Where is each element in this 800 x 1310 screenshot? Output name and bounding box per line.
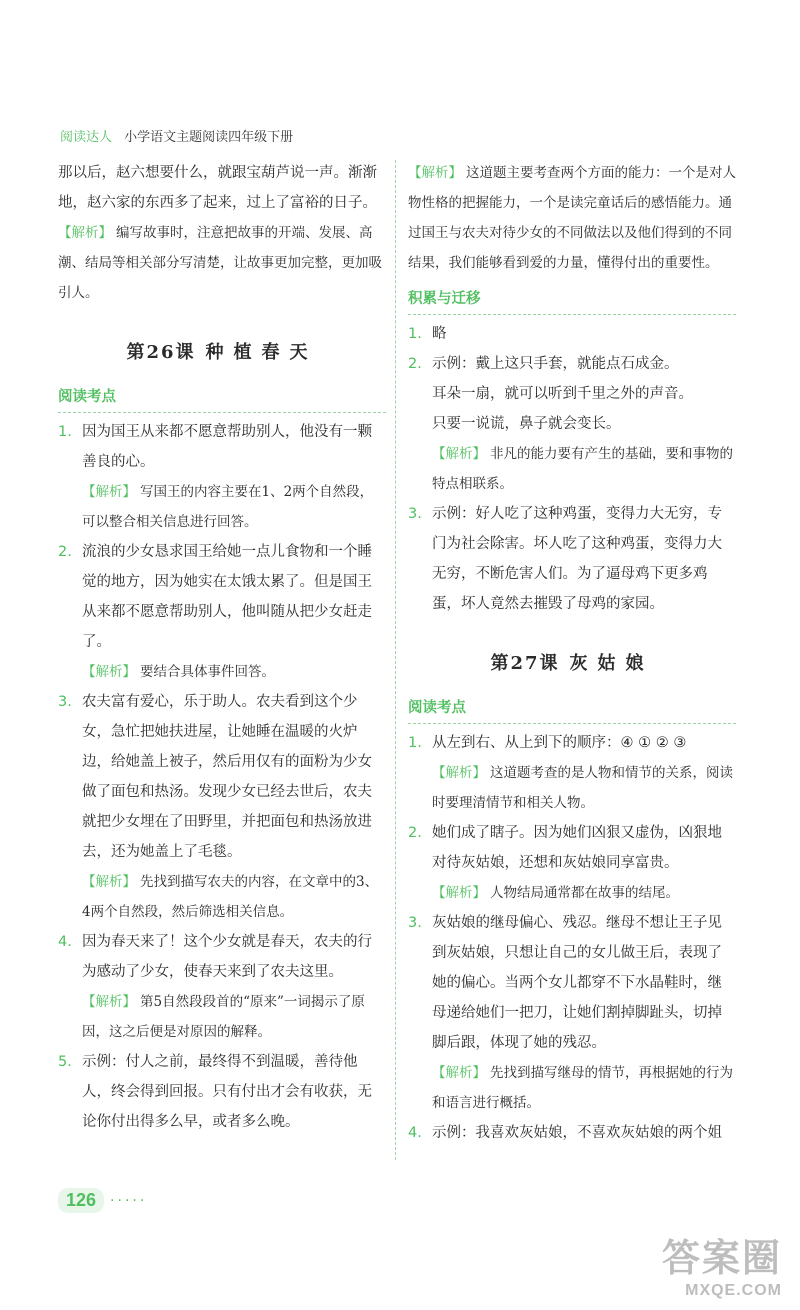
lesson-27-name: 灰姑娘 (569, 653, 654, 674)
analysis-tag: 【解析】 (408, 165, 462, 181)
item-text: 示例：戴上这只手套，就能点石成金。 (432, 356, 679, 372)
list-item (408, 728, 736, 758)
list-item (58, 687, 386, 867)
analysis-tag: 【解析】 (432, 446, 486, 462)
item-analysis (408, 439, 736, 499)
header-book-title: 小学语文主题阅读四年级下册 (124, 130, 294, 145)
header-brand: 阅读达人 (60, 130, 113, 145)
item-number: 1. (408, 735, 422, 751)
item-text: 农夫富有爱心，乐于助人。农夫看到这个少女，急忙把她扶进屋，让她睡在温暖的火炉边，给她盖上被子，然后用仅有的面粉为少女做了面包和热汤。发现少女已经去世后，农夫就把少女埋在了田野里，并把面包和热汤放进去，还为她盖上了毛毯。 (82, 694, 372, 860)
item-number: 3. (408, 915, 422, 931)
item-number: 5. (58, 1054, 72, 1070)
item-number: 3. (408, 506, 422, 522)
lesson-26-number: 第26课 (126, 342, 196, 363)
lesson-26-name: 种植春天 (205, 342, 318, 363)
list-item (58, 927, 386, 987)
page-footer (58, 1188, 147, 1213)
analysis-text: 这道题主要考查两个方面的能力：一个是对人物性格的把握能力，一个是读完童话后的感悟能力。通过国王与农夫对待少女的不同做法以及他们得到的不同结果，我们能够看到爱的力量，懂得付出的重要性。 (408, 165, 736, 271)
item-analysis (58, 987, 386, 1047)
list-item (58, 1047, 386, 1137)
item-text: 示例：好人吃了这种鸡蛋，变得力大无穷，专门为社会除害。坏人吃了这种鸡蛋，变得力大无穷，不断危害人们。为了逼母鸡下更多鸡蛋，坏人竟然去摧毁了母鸡的家园。 (432, 506, 722, 612)
intro-analysis (58, 218, 386, 308)
analysis-tag: 【解析】 (432, 765, 486, 781)
item-analysis (408, 758, 736, 818)
analysis-text: 先找到描写继母的情节，再根据她的行为和语言进行概括。 (432, 1065, 733, 1111)
item-analysis (408, 878, 736, 908)
item-text: 从左到右、从上到下的顺序：④ ① ② ③ (432, 735, 687, 751)
item-text: 她们成了瞎子。因为她们凶狠又虚伪，凶狠地对待灰姑娘，还想和灰姑娘同享富贵。 (432, 825, 722, 871)
list-item (408, 349, 736, 379)
item-text: 因为国王从来都不愿意帮助别人，他没有一颗善良的心。 (82, 424, 372, 470)
top-analysis (408, 158, 736, 278)
section-heading-reading: 阅读考点 (58, 384, 386, 413)
item-analysis (58, 867, 386, 927)
column-divider (395, 160, 396, 1160)
analysis-tag: 【解析】 (58, 225, 112, 241)
right-column (408, 158, 736, 1148)
page-number: 126 (58, 1188, 104, 1213)
intro-paragraph: 那以后，赵六想要什么，就跟宝葫芦说一声。渐渐地，赵六家的东西多了起来，过上了富裕的日子。 (58, 165, 377, 211)
lesson-26-title (58, 338, 386, 364)
list-item (408, 908, 736, 1058)
list-item (58, 417, 386, 477)
analysis-tag: 【解析】 (82, 484, 136, 500)
list-item (408, 499, 736, 619)
watermark-logo-text: 答案圈 (661, 1236, 782, 1280)
list-item (58, 537, 386, 657)
analysis-tag: 【解析】 (82, 994, 136, 1010)
item-text: 流浪的少女恳求国王给她一点儿食物和一个睡觉的地方，因为她实在太饿太累了。但是国王从来都不愿意帮助别人，他叫随从把少女赶走了。 (82, 544, 372, 650)
running-header (60, 126, 293, 145)
item-number: 3. (58, 694, 72, 710)
item-extra-line: 耳朵一扇，就可以听到千里之外的声音。 (432, 386, 693, 402)
item-number: 4. (58, 934, 72, 950)
item-text: 示例：我喜欢灰姑娘，不喜欢灰姑娘的两个姐 (432, 1125, 722, 1141)
analysis-text: 写国王的内容主要在1、2两个自然段，可以整合相关信息进行回答。 (82, 484, 374, 530)
item-text: 略 (432, 326, 447, 342)
section-heading-accumulation: 积累与迁移 (408, 286, 736, 315)
list-item (408, 1118, 736, 1148)
item-text: 因为春天来了！这个少女就是春天，农夫的行为感动了少女，使春天来到了农夫这里。 (82, 934, 372, 980)
item-number: 1. (58, 424, 72, 440)
analysis-text: 要结合具体事件回答。 (140, 664, 275, 680)
analysis-text: 人物结局通常都在故事的结尾。 (490, 885, 679, 901)
left-column (58, 158, 386, 1137)
list-item (408, 319, 736, 349)
item-analysis (408, 1058, 736, 1118)
item-number: 1. (408, 326, 422, 342)
item-analysis (58, 657, 386, 687)
item-number: 2. (58, 544, 72, 560)
lesson-27-number: 第27课 (490, 653, 560, 674)
analysis-text: 这道题考查的是人物和情节的关系，阅读时要理清情节和相关人物。 (432, 765, 733, 811)
watermark (662, 1227, 782, 1300)
analysis-text: 第5自然段段首的“原来”一词揭示了原因，这之后便是对原因的解释。 (82, 994, 365, 1040)
analysis-text: 编写故事时，注意把故事的开端、发展、高潮、结局等相关部分写清楚，让故事更加完整，更加吸引人。 (58, 225, 382, 301)
item-number: 2. (408, 356, 422, 372)
watermark-url: MXQE.COM (685, 1282, 782, 1299)
analysis-tag: 【解析】 (432, 1065, 486, 1081)
item-number: 2. (408, 825, 422, 841)
analysis-text: 非凡的能力要有产生的基础，要和事物的特点相联系。 (432, 446, 733, 492)
item-number: 4. (408, 1125, 422, 1141)
section-heading-reading-2: 阅读考点 (408, 695, 736, 724)
item-text: 示例：付人之前，最终得不到温暖，善待他人，终会得到回报。只有付出才会有收获，无论你付出得多么早，或者多么晚。 (82, 1054, 372, 1130)
item-analysis (58, 477, 386, 537)
analysis-tag: 【解析】 (82, 874, 136, 890)
lesson-27-title (408, 649, 736, 675)
analysis-text: 先找到描写农夫的内容，在文章中的3、4两个自然段，然后筛选相关信息。 (82, 874, 379, 920)
footer-dots: ····· (110, 1192, 148, 1209)
item-text: 灰姑娘的继母偏心、残忍。继母不想让王子见到灰姑娘，只想让自己的女儿做王后，表现了她的偏心。当两个女儿都穿不下水晶鞋时，继母递给她们一把刀，让她们割掉脚趾头，切掉脚后跟，体现了她的残忍。 (432, 915, 722, 1051)
list-item (408, 818, 736, 878)
item-extra-line: 只要一说谎，鼻子就会变长。 (432, 416, 621, 432)
analysis-tag: 【解析】 (432, 885, 486, 901)
analysis-tag: 【解析】 (82, 664, 136, 680)
